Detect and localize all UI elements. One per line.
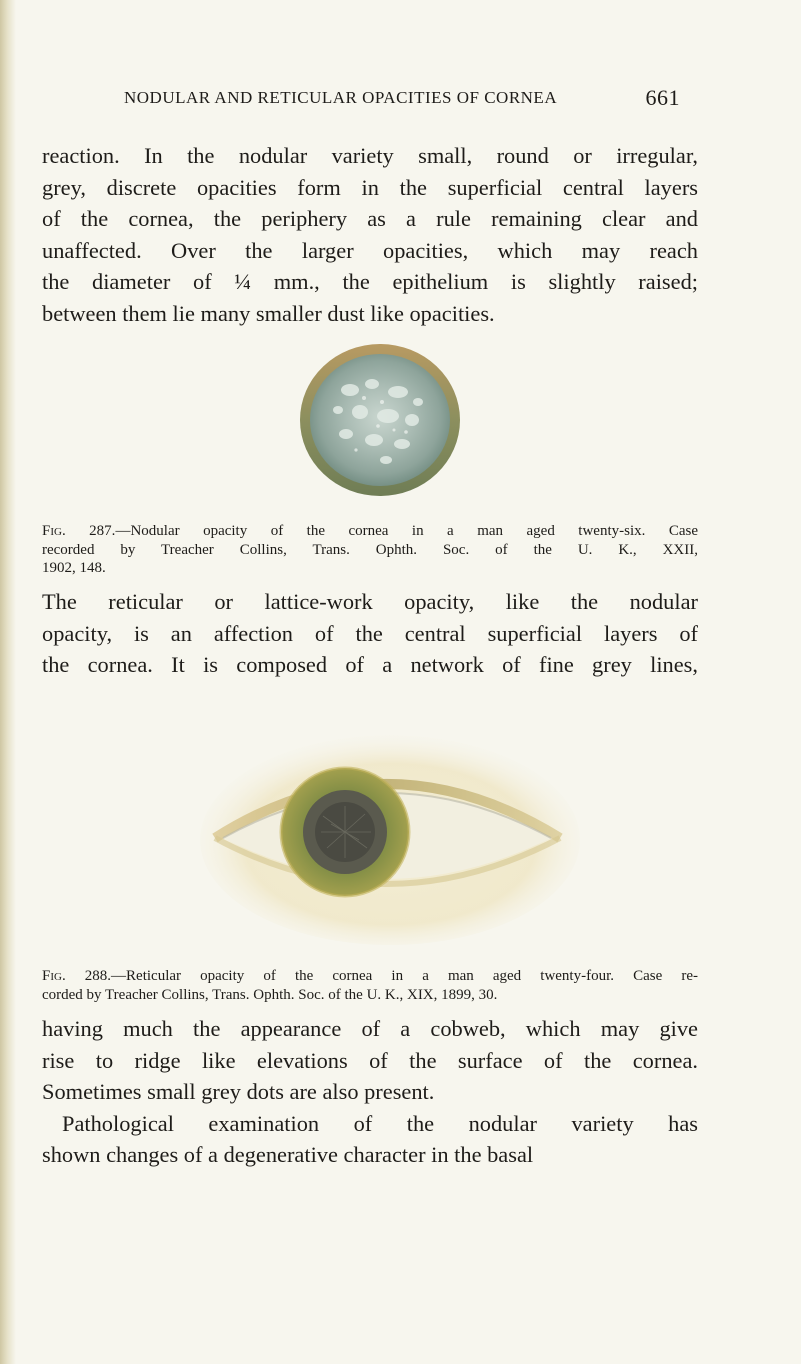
figure-288-caption xyxy=(42,967,698,1004)
text-line: Pathological examination of the nodular variety has xyxy=(62,1110,698,1136)
text-line: reaction. In the nodular variety small, round or irregular, xyxy=(42,143,698,168)
page-number: 661 xyxy=(645,85,680,110)
figure-287-nodular-opacity-illustration xyxy=(290,340,470,502)
paragraph-nodular-variety xyxy=(42,140,698,329)
caption-line: 1902, 148. xyxy=(42,560,106,576)
text-line: The reticular or lattice-work opacity, like the nodular xyxy=(42,589,698,614)
text-line: grey, discrete opacities form in the superficial central layers xyxy=(42,174,698,200)
text-line: the diameter of ¼ mm., the epithelium is slightly raised; xyxy=(42,269,698,294)
paragraph-cobweb-appearance xyxy=(42,1013,698,1171)
text-line: opacity, is an affection of the central superficial layers of xyxy=(42,620,698,646)
caption-line: recorded by Treacher Collins, Trans. Ophth. Soc. of the U. K., XXII, xyxy=(42,541,698,558)
running-head-title: NODULAR AND RETICULAR OPACITIES OF CORNEA xyxy=(124,88,558,107)
text-line: unaffected. Over the larger opacities, which may reach xyxy=(42,237,698,263)
figure-label: Fig. 287. xyxy=(42,523,116,539)
caption-text: —Nodular opacity of the cornea in a man aged twenty-six. Case xyxy=(115,523,699,539)
caption-line: corded by Treacher Collins, Trans. Ophth. Soc. of the U. K., XIX, 1899, 30. xyxy=(42,986,498,1003)
text-line: the cornea. It is composed of a network of fine grey lines, xyxy=(42,652,698,677)
text-line: having much the appearance of a cobweb, which may give xyxy=(42,1016,698,1041)
caption-text: —Reticular opacity of the cornea in a man aged twenty-four. Case re- xyxy=(111,968,698,984)
figure-287-caption xyxy=(42,522,698,578)
paragraph-reticular-opacity xyxy=(42,586,698,681)
text-line: rise to ridge like elevations of the surface of the cornea. xyxy=(42,1047,698,1073)
page-binding-edge xyxy=(0,0,16,1364)
figure-label: Fig. 288. xyxy=(42,968,112,984)
text-line: shown changes of a degenerative character in the basal xyxy=(42,1142,534,1167)
text-line: of the cornea, the periphery as a rule remaining clear and xyxy=(42,206,698,231)
figure-288-reticular-opacity-eye-illustration xyxy=(195,720,585,950)
text-line: between them lie many smaller dust like opacities. xyxy=(42,300,495,326)
text-line: Sometimes small grey dots are also present. xyxy=(42,1079,435,1104)
